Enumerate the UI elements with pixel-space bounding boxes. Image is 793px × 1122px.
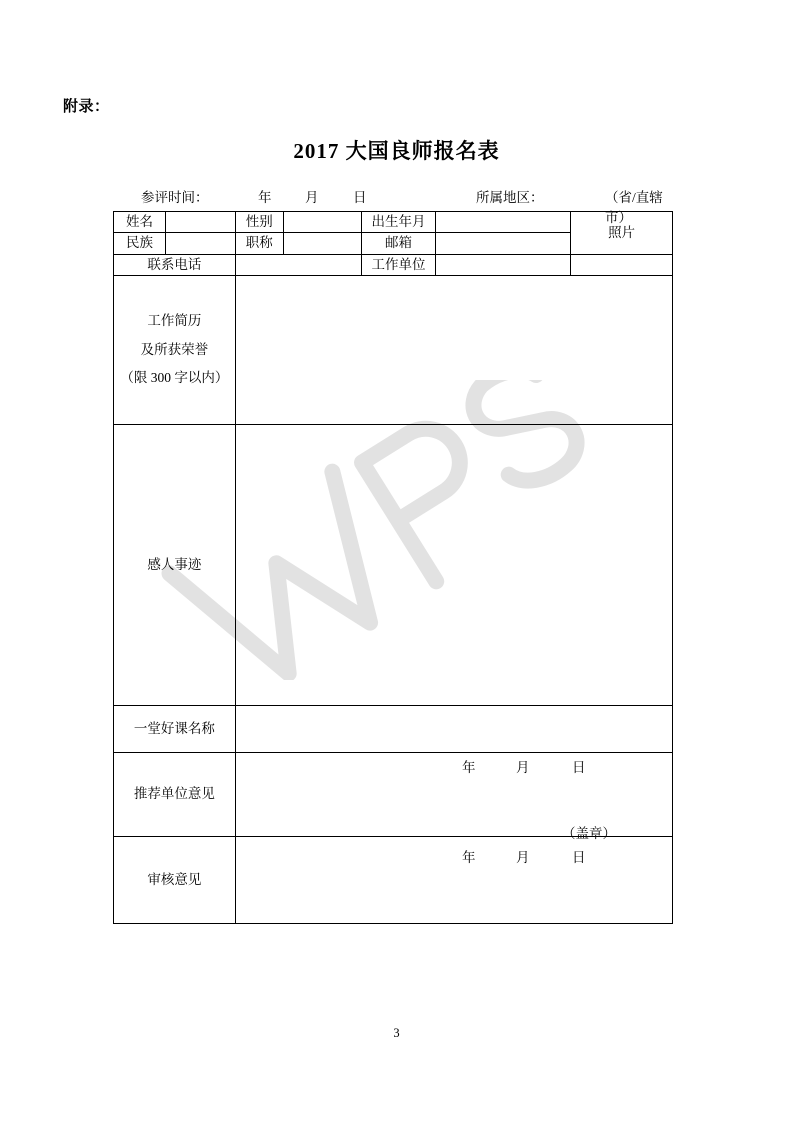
ethnicity-label: 民族 — [114, 233, 166, 254]
email-label: 邮箱 — [361, 233, 436, 254]
review-time-month: 月 — [305, 190, 319, 205]
table-row — [114, 254, 673, 275]
bio-label — [114, 275, 236, 424]
table-row — [114, 424, 673, 705]
region-hint: （省/直辖市） — [605, 190, 663, 225]
birth-field[interactable] — [436, 212, 571, 233]
review-time-label: 参评时间： — [141, 190, 209, 205]
audit-field[interactable] — [235, 836, 672, 923]
phone-label: 联系电话 — [114, 254, 236, 275]
recommend-field[interactable] — [235, 752, 672, 842]
gender-label: 性别 — [235, 212, 283, 233]
audit-date-line — [462, 846, 652, 866]
birth-label: 出生年月 — [361, 212, 436, 233]
story-label: 感人事迹 — [114, 424, 236, 705]
lesson-field[interactable] — [235, 705, 672, 752]
phone-field[interactable] — [235, 254, 361, 275]
title-label: 职称 — [235, 233, 283, 254]
recommend-year: 年 — [462, 760, 476, 776]
gender-field[interactable] — [283, 212, 361, 233]
lesson-label: 一堂好课名称 — [114, 705, 236, 752]
recommend-month: 月 — [516, 760, 530, 776]
bio-label-line2: 及所获荣誉 — [140, 341, 209, 357]
recommend-seal-text: （盖章） — [562, 826, 616, 842]
ethnicity-field[interactable] — [165, 233, 235, 254]
bio-label-line1: 工作简历 — [147, 313, 202, 329]
page-number: 3 — [393, 1026, 400, 1040]
audit-year: 年 — [462, 849, 476, 865]
audit-month: 月 — [516, 849, 530, 865]
workplace-field[interactable] — [436, 254, 571, 275]
workplace-label: 工作单位 — [361, 254, 436, 275]
table-row — [114, 836, 673, 923]
name-field[interactable] — [165, 212, 235, 233]
region-label: 所属地区： — [476, 190, 544, 205]
recommend-date-line — [462, 756, 652, 776]
bio-field[interactable] — [235, 275, 672, 424]
recommend-label: 推荐单位意见 — [114, 752, 236, 836]
audit-day: 日 — [572, 849, 586, 865]
table-row — [114, 752, 673, 836]
bio-label-line3: （限 300 字以内） — [120, 369, 229, 385]
title-field[interactable] — [283, 233, 361, 254]
page-title: 2017 大国良师报名表 — [293, 139, 500, 163]
audit-label: 审核意见 — [114, 836, 236, 923]
recommend-day: 日 — [572, 760, 586, 776]
photo-label: 照片 — [571, 212, 673, 255]
name-label: 姓名 — [114, 212, 166, 233]
table-row — [114, 705, 673, 752]
review-time-year: 年 — [258, 190, 272, 205]
registration-form-table — [113, 211, 673, 924]
table-row — [114, 275, 673, 424]
table-row — [114, 212, 673, 233]
story-field[interactable] — [235, 424, 672, 705]
photo-area[interactable] — [571, 254, 673, 275]
review-time-day: 日 — [353, 190, 367, 205]
email-field[interactable] — [436, 233, 571, 254]
attachment-label: 附录： — [63, 99, 110, 115]
